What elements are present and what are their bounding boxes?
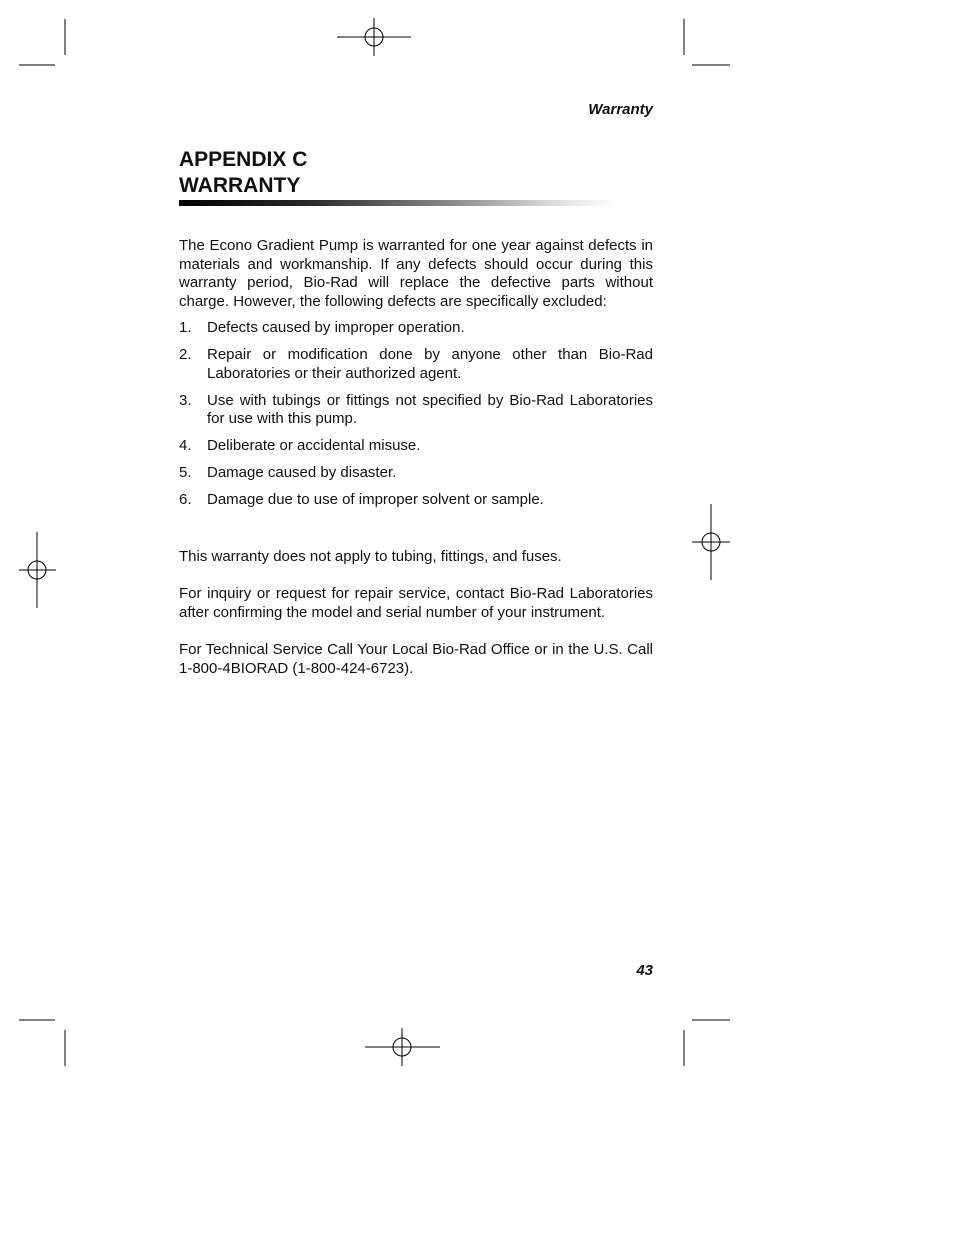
warranty-body bbox=[179, 237, 653, 678]
exclusion-paragraph: This warranty does not apply to tubing, fittings, and fuses. bbox=[179, 547, 562, 565]
excluded-defects-list bbox=[179, 319, 653, 510]
running-head: Warranty bbox=[588, 101, 653, 118]
title-gradient-rule bbox=[179, 200, 619, 206]
list-item: 3. Use with tubings or fittings not specified by Bio-Rad Laboratories for use with this pump. bbox=[179, 391, 653, 427]
list-item: 4. Deliberate or accidental misuse. bbox=[179, 437, 421, 454]
registration-mark-left bbox=[19, 532, 56, 608]
inquiry-paragraph: For inquiry or request for repair service, contact Bio-Rad Laboratories after confirming the model and serial number of your instrument. bbox=[179, 585, 653, 621]
registration-mark-bottom bbox=[365, 1028, 440, 1066]
title-line-warranty: WARRANTY bbox=[179, 174, 301, 197]
list-item: 6. Damage due to use of improper solvent or sample. bbox=[179, 491, 544, 508]
intro-paragraph: The Econo Gradient Pump is warranted for one year against defects in materials and workmanship. If any defects should occur during this warranty period, Bio-Rad will replace the defective parts without charge. However, the following defects are specifically excluded: bbox=[179, 237, 653, 310]
registration-mark-top bbox=[337, 18, 411, 56]
title-line-appendix: APPENDIX C bbox=[179, 148, 308, 171]
registration-mark-right bbox=[692, 504, 730, 580]
page-title bbox=[179, 147, 307, 199]
technical-service-paragraph: For Technical Service Call Your Local Bio-Rad Office or in the U.S. Call 1-800-4BIORAD (1-800-424-6723). bbox=[179, 641, 653, 677]
list-item: 5. Damage caused by disaster. bbox=[179, 464, 397, 481]
page-number: 43 bbox=[636, 962, 653, 979]
list-item: 2. Repair or modification done by anyone other than Bio-Rad Laboratories or their authorized agent. bbox=[179, 346, 653, 382]
list-item: 1. Defects caused by improper operation. bbox=[179, 319, 465, 336]
